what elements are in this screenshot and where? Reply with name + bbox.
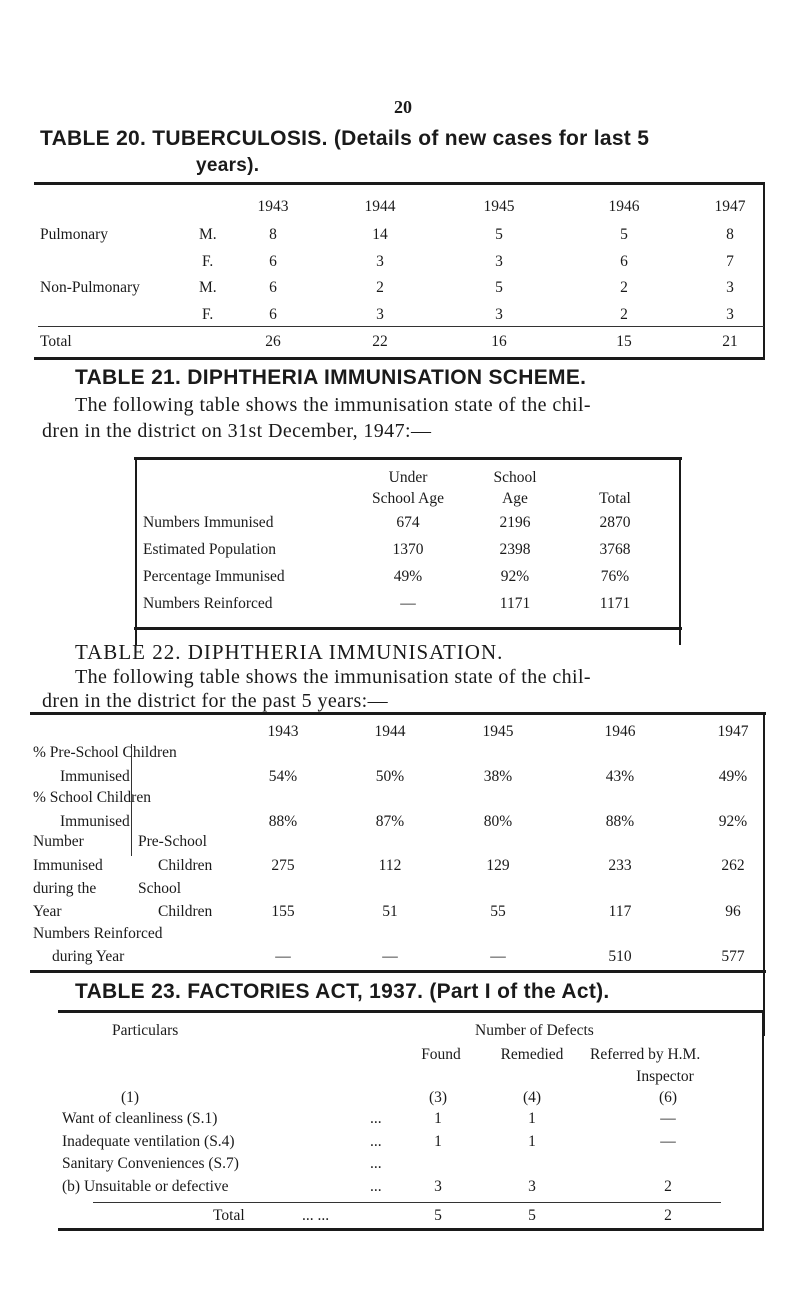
t22-cell: 112 [378, 857, 402, 874]
table-21-intro: The following table shows the immunisation state of the chil- [75, 394, 591, 416]
t22-cell: 155 [271, 903, 295, 920]
t22-cell: 129 [486, 857, 510, 874]
t23-total: 2 [664, 1207, 672, 1224]
t22-cell: 80% [483, 813, 513, 830]
t22-cell: 49% [718, 768, 748, 785]
t20-cell: 2 [620, 279, 628, 296]
table-23-top-rule [58, 1010, 764, 1013]
t21-cell: 2196 [499, 514, 531, 531]
t21-col-header: Total [599, 490, 631, 507]
t20-total-label: Total [40, 333, 72, 350]
t22-year-header: 1944 [374, 723, 406, 740]
t22-cell: 50% [375, 768, 405, 785]
table-22-right-border [763, 712, 765, 1036]
t23-defects-header: Number of Defects [475, 1022, 594, 1039]
table-22-title: TABLE 22. DIPHTHERIA IMMUNISATION. [75, 640, 504, 664]
t21-row-label: Percentage Immunised [143, 568, 285, 585]
t21-cell: 3768 [599, 541, 631, 558]
t20-cell: 5 [495, 226, 503, 243]
t23-cell: — [660, 1110, 676, 1127]
t20-year-header: 1944 [364, 198, 396, 215]
t22-cell: 87% [375, 813, 405, 830]
t23-col-number: (1) [120, 1089, 140, 1106]
t21-cell: 674 [396, 514, 420, 531]
page-number: 20 [394, 97, 412, 117]
t22-number-label: Number [33, 833, 84, 850]
table-20-title-cont: years). [196, 155, 260, 176]
t23-row-label: Sanitary Conveniences (S.7) [62, 1155, 239, 1172]
t22-year-header: 1943 [267, 723, 299, 740]
t20-row-sex: F. [202, 306, 214, 323]
t23-total-rule [93, 1202, 721, 1203]
t22-cell: 117 [608, 903, 632, 920]
t21-cell: — [400, 595, 416, 612]
t21-cell: 2398 [499, 541, 531, 558]
t22-cell: — [275, 948, 291, 965]
t23-found-header: Found [421, 1046, 461, 1063]
table-20-bottom-rule [34, 357, 765, 360]
t20-year-header: 1945 [483, 198, 515, 215]
t20-cell: 3 [726, 306, 734, 323]
t20-total: 21 [722, 333, 738, 350]
t21-cell: 1370 [392, 541, 424, 558]
t20-cell: 3 [726, 279, 734, 296]
t20-cell: 2 [376, 279, 384, 296]
t22-cell: 275 [271, 857, 295, 874]
t20-year-header: 1946 [608, 198, 640, 215]
t22-cell: 510 [608, 948, 632, 965]
t23-cell: 2 [664, 1178, 672, 1195]
table-22-intro-cont: dren in the district for the past 5 years:— [42, 690, 388, 712]
t21-col-header: Age [502, 490, 528, 507]
t21-col-header: Under [388, 469, 428, 486]
table-22-top-rule [30, 712, 766, 715]
t23-row-dots: ... [370, 1110, 382, 1127]
t22-number-label: Immunised [33, 857, 103, 874]
t21-cell: 2870 [599, 514, 631, 531]
t23-cell: 3 [434, 1178, 442, 1195]
table-20-top-rule [34, 182, 765, 185]
t20-total: 15 [616, 333, 632, 350]
t22-sub-label: School [138, 880, 182, 897]
t20-year-header: 1943 [257, 198, 289, 215]
t23-particulars-header: Particulars [112, 1022, 179, 1039]
t20-row-sex: F. [202, 253, 214, 270]
t20-cell: 8 [726, 226, 734, 243]
t23-col-number: (3) [428, 1089, 448, 1106]
t22-cell: 262 [721, 857, 745, 874]
t22-cell: 51 [382, 903, 398, 920]
t20-cell: 6 [269, 253, 277, 270]
t23-total-dots: ... ... [302, 1207, 330, 1224]
t22-cell: 55 [490, 903, 506, 920]
table-20-title: TABLE 20. TUBERCULOSIS. (Details of new cases for last 5 [40, 127, 650, 150]
t23-row-label: Inadequate ventilation (S.4) [62, 1133, 235, 1150]
t21-cell: 1171 [599, 595, 631, 612]
t22-sub-label: Pre-School [138, 833, 207, 850]
t22-cell: — [382, 948, 398, 965]
t22-row-label: Immunised [60, 813, 130, 830]
t23-cell: 1 [528, 1133, 536, 1150]
t22-cell: 38% [483, 768, 513, 785]
table-21-top-rule [134, 457, 682, 460]
t23-inspector-header: Inspector [636, 1068, 694, 1085]
t20-row-group: Non-Pulmonary [40, 279, 140, 296]
t22-row-label: % Pre-School Children [33, 744, 177, 761]
t20-cell: 6 [269, 279, 277, 296]
t23-cell: 3 [528, 1178, 536, 1195]
t23-cell: 1 [434, 1110, 442, 1127]
table-23-bottom-rule [58, 1228, 764, 1231]
t23-cell: — [660, 1133, 676, 1150]
t22-cell: 88% [605, 813, 635, 830]
t22-cell: 54% [268, 768, 298, 785]
t23-cell: 1 [528, 1110, 536, 1127]
t20-cell: 3 [495, 306, 503, 323]
t23-remedied-header: Remedied [500, 1046, 564, 1063]
t20-cell: 14 [372, 226, 388, 243]
t22-row-label: during Year [52, 948, 125, 965]
t20-year-header: 1947 [714, 198, 746, 215]
t20-total-rule [38, 326, 764, 327]
t23-row-dots: ... [370, 1178, 382, 1195]
t22-year-header: 1946 [604, 723, 636, 740]
t21-cell: 1171 [499, 595, 531, 612]
t20-cell: 2 [620, 306, 628, 323]
t22-row-label: Immunised [60, 768, 130, 785]
t20-row-sex: M. [199, 226, 217, 243]
t22-cell: 88% [268, 813, 298, 830]
t22-cell: 577 [721, 948, 745, 965]
t20-cell: 7 [726, 253, 734, 270]
t23-col-number: (6) [658, 1089, 678, 1106]
table-21-intro-cont: dren in the district on 31st December, 1947:— [42, 420, 432, 442]
t22-row-label: Numbers Reinforced [33, 925, 163, 942]
table-23-right-border [762, 1010, 764, 1231]
t20-cell: 5 [495, 279, 503, 296]
t23-cell: 1 [434, 1133, 442, 1150]
t22-cell: — [490, 948, 506, 965]
t22-number-label: during the [33, 880, 97, 897]
table-20-right-border [763, 182, 765, 360]
t21-cell: 49% [393, 568, 423, 585]
t21-cell: 92% [500, 568, 530, 585]
table-23-title: TABLE 23. FACTORIES ACT, 1937. (Part I of the Act). [75, 980, 610, 1003]
t22-cell: 43% [605, 768, 635, 785]
table-21-bottom-rule [134, 627, 682, 630]
t21-col-header: School Age [372, 490, 444, 507]
t22-cell: 92% [718, 813, 748, 830]
t23-total: 5 [434, 1207, 442, 1224]
t21-row-label: Numbers Reinforced [143, 595, 273, 612]
t23-row-label: (b) Unsuitable or defective [62, 1178, 229, 1195]
t20-total: 22 [372, 333, 388, 350]
t20-cell: 6 [269, 306, 277, 323]
table-21-left-border [135, 457, 137, 645]
t20-cell: 6 [620, 253, 628, 270]
t21-col-header: School [493, 469, 537, 486]
t20-cell: 3 [376, 253, 384, 270]
table-21-title: TABLE 21. DIPHTHERIA IMMUNISATION SCHEME. [75, 366, 587, 389]
t23-row-label: Want of cleanliness (S.1) [62, 1110, 218, 1127]
t20-row-group: Pulmonary [40, 226, 109, 243]
t21-row-label: Estimated Population [143, 541, 277, 558]
t20-total: 16 [491, 333, 507, 350]
t22-year-header: 1945 [482, 723, 514, 740]
t21-cell: 76% [600, 568, 630, 585]
t23-total-label: Total [213, 1207, 245, 1224]
t22-sub-label: Children [158, 903, 213, 920]
t23-referred-header: Referred by H.M. [590, 1046, 701, 1063]
t23-row-dots: ... [370, 1133, 382, 1150]
t22-number-label: Year [33, 903, 62, 920]
t22-cell: 96 [725, 903, 741, 920]
t22-year-header: 1947 [717, 723, 749, 740]
table-22-bottom-rule [30, 970, 766, 973]
t20-cell: 8 [269, 226, 277, 243]
table-22-intro: The following table shows the immunisation state of the chil- [75, 666, 591, 688]
t22-sub-label: Children [158, 857, 213, 874]
t20-cell: 5 [620, 226, 628, 243]
t21-row-label: Numbers Immunised [143, 514, 274, 531]
table-21-right-border [679, 457, 681, 645]
t23-total: 5 [528, 1207, 536, 1224]
t22-cell: 233 [608, 857, 632, 874]
t20-total: 26 [265, 333, 281, 350]
t22-row-label: % School Children [33, 789, 151, 806]
t20-cell: 3 [376, 306, 384, 323]
t23-row-dots: ... [370, 1155, 382, 1172]
t23-col-number: (4) [522, 1089, 542, 1106]
t20-row-sex: M. [199, 279, 217, 296]
t20-cell: 3 [495, 253, 503, 270]
